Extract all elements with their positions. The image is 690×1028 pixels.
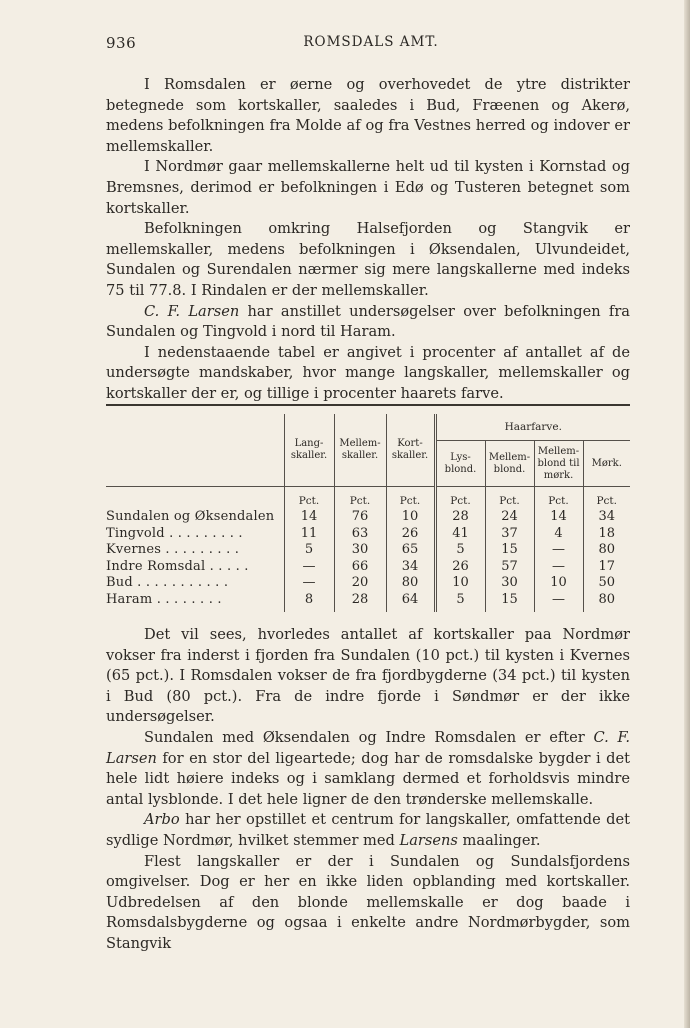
unit-cell: Pct. xyxy=(583,487,630,510)
paragraph: Arbo har her opstillet et centrum for langskaller, omfattende det sydlige Nordmør, hvilket stemmer med Larsens maalinger. xyxy=(106,811,630,849)
unit-cell: Pct. xyxy=(386,487,435,510)
value-cell: 18 xyxy=(583,526,630,543)
place-cell: Bud . . . . . . . . . . . xyxy=(106,575,229,590)
value-cell: — xyxy=(534,592,583,609)
col-header-lang: Lang-skaller. xyxy=(284,414,334,487)
place-cell: Kvernes . . . . . . . . . xyxy=(106,542,240,557)
value-cell: 4 xyxy=(534,526,583,543)
value-cell: 64 xyxy=(386,592,435,609)
value-cell: 37 xyxy=(485,526,534,543)
paragraph: Sundalen med Øksendalen og Indre Romsdalen er efter C. F. Larsen for en stor del ligeartede; dog har de romsdalske bygder i det hele lidt høiere indeks og i samklang dermed et forholdsvis mindre antal lysblonde. I det hele ligner de den trønderske mellemskalle. xyxy=(106,728,630,808)
value-cell: 14 xyxy=(284,509,334,526)
value-cell: 8 xyxy=(284,592,334,609)
unit-cell: Pct. xyxy=(435,487,485,510)
value-cell: — xyxy=(284,575,334,592)
value-cell: 5 xyxy=(435,592,485,609)
col-header-haarfarve: Haarfarve. xyxy=(435,414,630,441)
value-cell: 30 xyxy=(334,542,386,559)
skull-hair-table xyxy=(106,404,630,612)
paragraph: Det vil sees, hvorledes antallet af kortskaller paa Nordmør vokser fra inderst i fjorden fra Sundalen (10 pct.) til kysten i Kvernes (65 pct.). I Romsdalen vokser de fra fjordbygderne (34 pct.) til kysten i Bud (80 pct.). Fra de indre fjorde i Søndmør er der ikke undersøgelser. xyxy=(106,626,630,726)
col-header-mork: Mørk. xyxy=(583,441,630,487)
unit-cell: Pct. xyxy=(485,487,534,510)
value-cell: 11 xyxy=(284,526,334,543)
value-cell: 26 xyxy=(386,526,435,543)
table-row xyxy=(106,592,630,609)
value-cell: 57 xyxy=(485,559,534,576)
value-cell: 5 xyxy=(435,542,485,559)
author-name: Larsens xyxy=(399,831,458,849)
value-cell: 10 xyxy=(435,575,485,592)
paragraph: I Nordmør gaar mellemskallerne helt ud til kysten i Kornstad og Bremsnes, derimod er befolkningen i Edø og Tusteren betegnet som kortskaller. xyxy=(106,158,630,217)
top-text-block xyxy=(106,75,630,405)
value-cell: 28 xyxy=(334,592,386,609)
value-cell: 41 xyxy=(435,526,485,543)
value-cell: 80 xyxy=(583,542,630,559)
author-name: C. F. Larsen xyxy=(144,302,240,320)
value-cell: 63 xyxy=(334,526,386,543)
place-cell: Sundalen og Øksendalen xyxy=(106,509,275,524)
col-header-mellemblond: Mellem-blond. xyxy=(485,441,534,487)
col-header-mellemblond-mork: Mellem-blond til mørk. xyxy=(534,441,583,487)
col-header-kort: Kort-skaller. xyxy=(386,414,435,487)
paragraph: I nedenstaaende tabel er angivet i procenter af antallet af de undersøgte mandskaber, hvor mange langskaller, mellemskaller og kortskaller der er, og tillige i procenter haarets farve. xyxy=(106,343,630,402)
running-head: ROMSDALS AMT. xyxy=(303,34,439,50)
value-cell: 26 xyxy=(435,559,485,576)
col-header-mellem: Mellem-skaller. xyxy=(334,414,386,487)
place-cell: Indre Romsdal . . . . . xyxy=(106,558,249,574)
page-edge xyxy=(684,0,690,1028)
value-cell: 80 xyxy=(386,575,435,592)
value-cell: 15 xyxy=(485,592,534,609)
value-cell: 65 xyxy=(386,542,435,559)
table-row xyxy=(106,542,630,559)
author-name: C. F. Larsen xyxy=(106,728,630,767)
value-cell: 28 xyxy=(435,509,485,526)
table-row xyxy=(106,575,630,592)
place-cell: Tingvold . . . . . . . . . xyxy=(106,525,243,541)
value-cell: 14 xyxy=(534,509,583,526)
value-cell: — xyxy=(284,559,334,576)
value-cell: 17 xyxy=(583,559,630,576)
place-cell: Haram . . . . . . . . xyxy=(106,591,222,607)
value-cell: 10 xyxy=(534,575,583,592)
unit-cell: Pct. xyxy=(334,487,386,510)
author-name: Arbo xyxy=(144,811,180,829)
paragraph: I Romsdalen er øerne og overhovedet de ytre distrikter betegnede som kortskaller, saaledes i Bud, Fræenen og Akerø, medens befolkningen fra Molde af og fra Vestnes herred og indover er mellemskaller. xyxy=(106,76,630,155)
unit-cell xyxy=(106,487,284,510)
page-header xyxy=(106,34,636,56)
unit-cell: Pct. xyxy=(284,487,334,510)
place-header xyxy=(106,414,284,487)
bottom-text-block xyxy=(106,625,630,955)
value-cell: 15 xyxy=(485,542,534,559)
unit-cell: Pct. xyxy=(534,487,583,510)
value-cell: 76 xyxy=(334,509,386,526)
value-cell: 34 xyxy=(386,559,435,576)
page-number: 936 xyxy=(106,34,137,52)
paragraph: Flest langskaller er der i Sundalen og Sundalsfjordens omgivelser. Dog er her en ikke liden opblanding med kortskaller. Udbredelsen af den blonde mellemskalle er dog baade i Romsdalsbygderne og ogsaa i enkelte andre Nordmørbygder, som Stangvik xyxy=(106,852,630,952)
value-cell: 5 xyxy=(284,542,334,559)
table-row xyxy=(106,509,630,526)
value-cell: — xyxy=(534,542,583,559)
value-cell: — xyxy=(534,559,583,576)
value-cell: 50 xyxy=(583,575,630,592)
table-row xyxy=(106,559,630,576)
value-cell: 24 xyxy=(485,509,534,526)
value-cell: 10 xyxy=(386,509,435,526)
paragraph: C. F. Larsen har anstillet undersøgelser over befolkningen fra Sundalen og Tingvold i nord til Haram. xyxy=(106,302,631,341)
col-header-lysblond: Lys-blond. xyxy=(435,441,485,487)
value-cell: 66 xyxy=(334,559,386,576)
value-cell: 34 xyxy=(583,509,630,526)
value-cell: 80 xyxy=(583,592,630,609)
table-row xyxy=(106,526,630,543)
value-cell: 30 xyxy=(485,575,534,592)
value-cell: 20 xyxy=(334,575,386,592)
paragraph: Befolkningen omkring Halsefjorden og Stangvik er mellemskaller, medens befolkningen i Øksendalen, Ulvundeidet, Sundalen og Surendalen nærmer sig mere langskallerne med indeks 75 til 77.8. I Rindalen er der mellemskaller. xyxy=(106,220,630,299)
